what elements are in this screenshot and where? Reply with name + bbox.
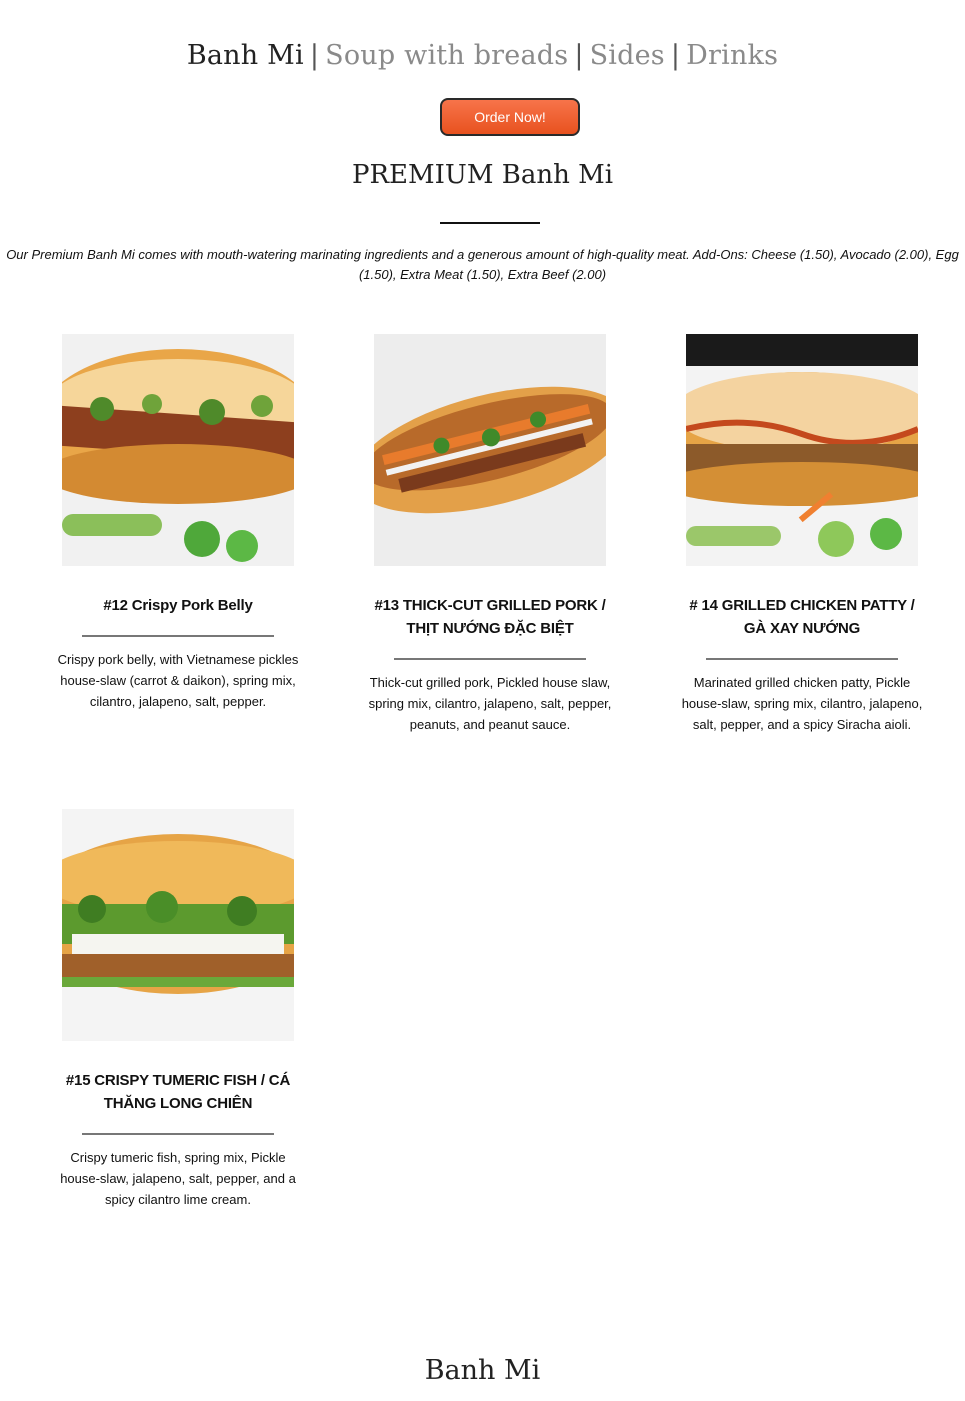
menu-item-description: Marinated grilled chicken patty, Pickle house-slaw, spring mix, cilantro, jalapeno, salt, pepper, and a spicy Siracha aioli.: [681, 675, 923, 732]
nav-drinks[interactable]: Drinks: [686, 40, 779, 71]
nav-sides[interactable]: Sides: [589, 40, 665, 71]
menu-item-name: #15 CRISPY TUMERIC FISH / CÁ THĂNG LONG CHIÊN: [65, 1072, 291, 1112]
menu-item-divider: [394, 658, 586, 660]
menu-item-description: Crispy pork belly, with Vietnamese pickles house-slaw (carrot & daikon), spring mix, cilantro, jalapeno, salt, pepper.: [57, 652, 299, 709]
menu-item-name: #12 Crispy Pork Belly: [103, 597, 253, 614]
footer-section-title: Banh Mi: [424, 1355, 541, 1386]
menu-item-divider: [706, 658, 898, 660]
nav-separator: |: [670, 40, 681, 71]
grilled-chicken-patty-banh-mi-photo[interactable]: [686, 334, 918, 566]
nav-soup-with-breads[interactable]: Soup with breads: [325, 40, 569, 71]
order-now-button[interactable]: Order Now!: [440, 98, 580, 136]
nav-banh-mi[interactable]: Banh Mi: [186, 40, 304, 71]
menu-item-name: #13 THICK-CUT GRILLED PORK / THỊT NƯỚNG ĐẶC BIỆT: [374, 597, 606, 637]
grilled-pork-banh-mi-photo[interactable]: [374, 334, 606, 566]
menu-item-description: Crispy tumeric fish, spring mix, Pickle house-slaw, jalapeno, salt, pepper, and a spicy cilantro lime cream.: [60, 1150, 296, 1207]
intro-line-1: Our Premium Banh Mi comes with mouth-watering marinating ingredients and a generous amount of high-quality meat. Add-Ons: Cheese (1.50), Avocado (2.00), Egg: [6, 247, 959, 262]
crispy-pork-belly-banh-mi-photo[interactable]: [62, 334, 294, 566]
section-intro: [0, 245, 965, 285]
menu-item-name: # 14 GRILLED CHICKEN PATTY / GÀ XAY NƯỚNG: [689, 597, 915, 637]
title-divider: [440, 222, 540, 224]
nav-separator: |: [309, 40, 320, 71]
menu-item-divider: [82, 1133, 274, 1135]
menu-item-description: Thick-cut grilled pork, Pickled house slaw, spring mix, cilantro, jalapeno, salt, pepper, peanuts, and peanut sauce.: [368, 675, 612, 732]
intro-line-2: (1.50), Extra Meat (1.50), Extra Beef (2.00): [358, 267, 607, 282]
crispy-tumeric-fish-banh-mi-photo[interactable]: [62, 809, 294, 1041]
category-nav: [0, 36, 965, 76]
menu-item-divider: [82, 635, 274, 637]
nav-separator: |: [574, 40, 584, 71]
section-title: PREMIUM Banh Mi: [351, 160, 614, 190]
